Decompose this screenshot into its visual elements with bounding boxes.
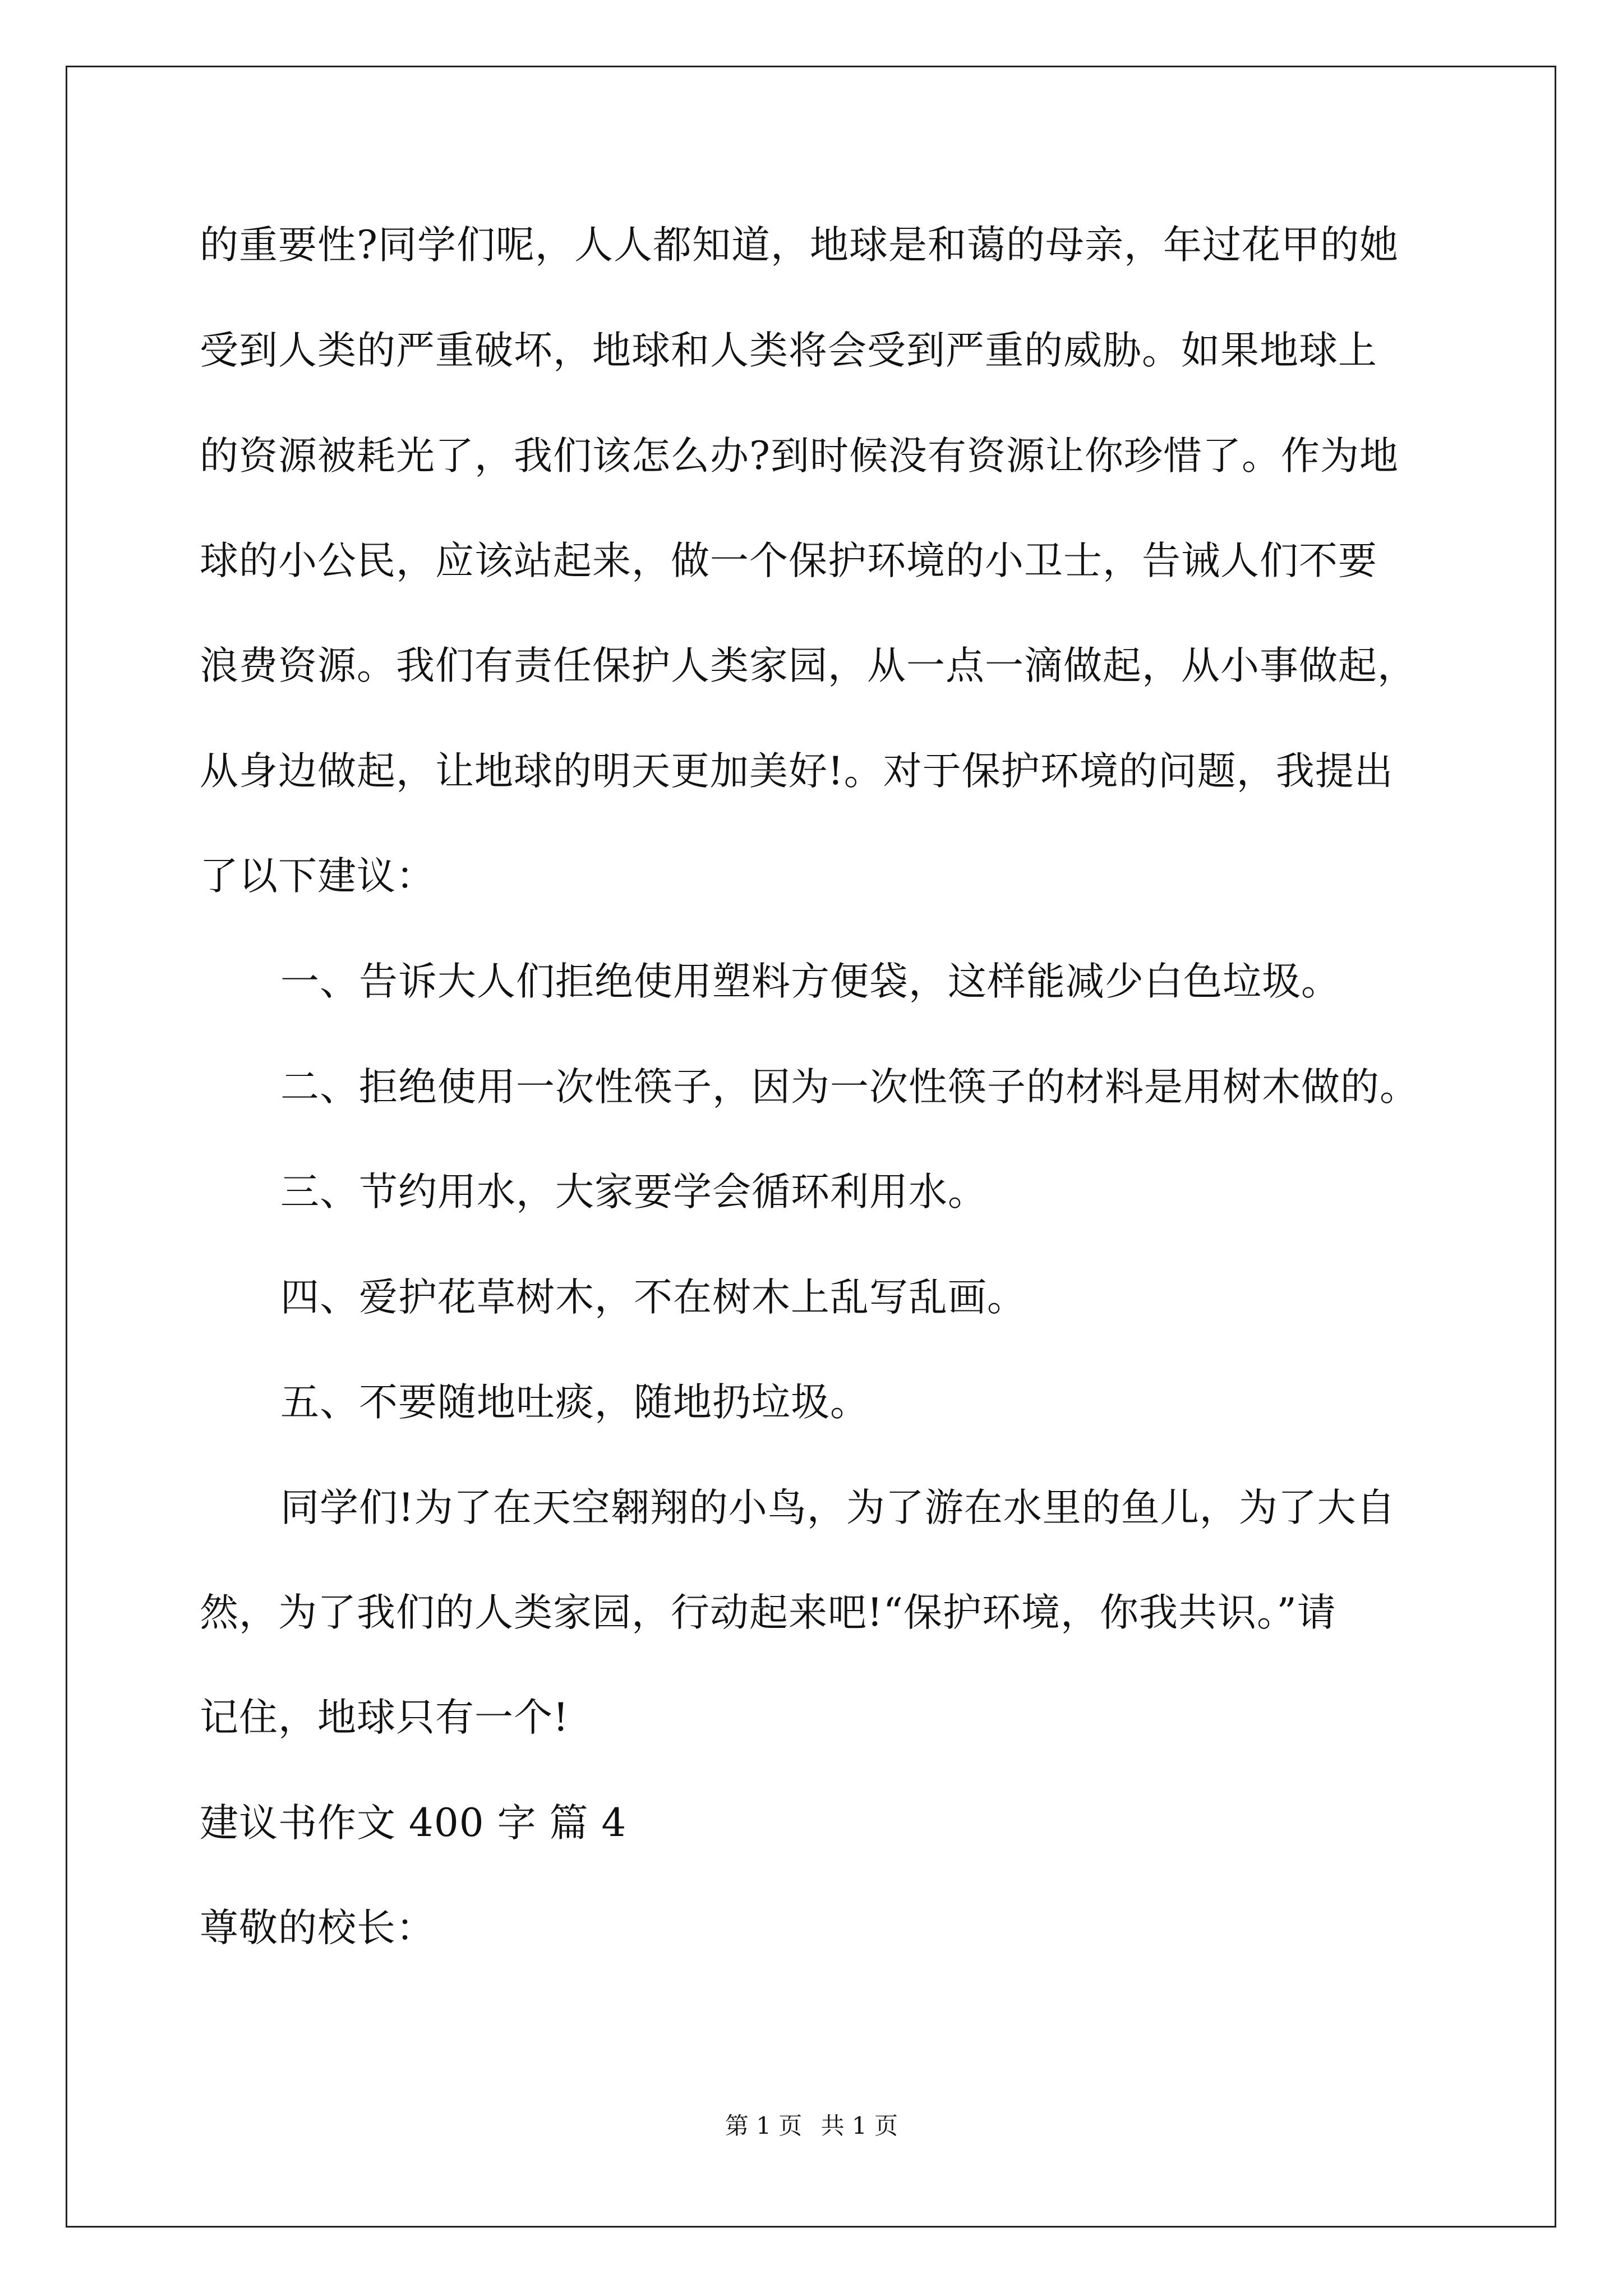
body-line-2: 受到人类的严重破坏，地球和人类将会受到严重的威胁。如果地球上 [200, 328, 1377, 373]
salutation: 尊敬的校长： [200, 1906, 435, 1950]
body-line-7: 了以下建议： [200, 854, 435, 899]
closing-line-3: 记住，地球只有一个! [200, 1695, 569, 1740]
body-line-4: 球的小公民，应该站起来，做一个保护环境的小卫士，告诫人们不要 [200, 539, 1377, 583]
closing-line-2: 然，为了我们的人类家园，行动起来吧!“保护环境，你我共识。”请 [200, 1590, 1336, 1635]
body-line-5: 浪费资源。我们有责任保护人类家园，从一点一滴做起，从小事做起， [200, 643, 1417, 688]
body-line-1: 的重要性?同学们呢，人人都知道，地球是和蔼的母亲，年过花甲的她 [200, 223, 1399, 268]
page-footer [0, 2109, 1623, 2143]
suggestion-item-3: 三、节约用水，大家要学会循环利用水。 [280, 1170, 987, 1214]
body-line-6: 从身边做起，让地球的明天更加美好!。对于保护环境的问题，我提出 [200, 749, 1394, 794]
suggestion-item-1: 一、告诉大人们拒绝使用塑料方便袋，这样能减少白色垃圾。 [280, 959, 1340, 1004]
section-heading: 建议书作文 400 字 篇 4 [200, 1801, 627, 1846]
suggestion-item-2: 二、拒绝使用一次性筷子，因为一次性筷子的材料是用树木做的。 [280, 1065, 1419, 1110]
page-total: 共 1 页 [820, 2112, 898, 2139]
suggestion-item-4: 四、爱护花草树木，不在树木上乱写乱画。 [280, 1275, 1026, 1320]
body-line-3: 的资源被耗光了，我们该怎么办?到时候没有资源让你珍惜了。作为地 [200, 434, 1399, 478]
suggestion-item-5: 五、不要随地吐痰，随地扔垃圾。 [280, 1380, 869, 1425]
page-number: 第 1 页 [725, 2112, 803, 2139]
closing-line-1: 同学们!为了在天空翱翔的小鸟，为了游在水里的鱼儿，为了大自 [280, 1485, 1396, 1530]
